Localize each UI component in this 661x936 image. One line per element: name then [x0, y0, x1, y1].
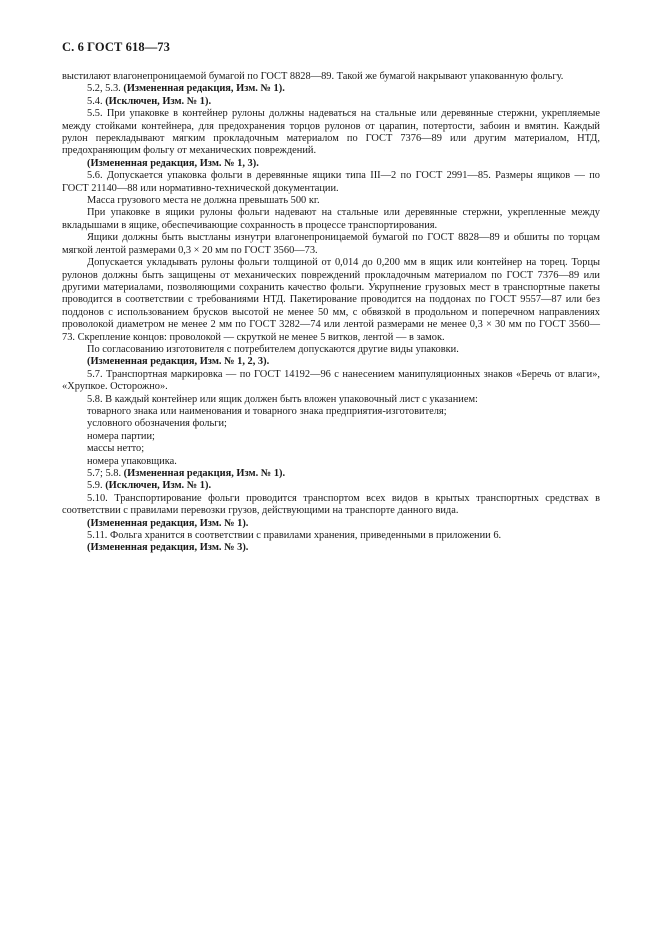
paragraph: 5.6. Допускается упаковка фольги в деревянные ящики типа III—2 по ГОСТ 2991—85. Размеры ящиков — по ГОСТ 21140—88 или нормативно-технической документации.: [62, 170, 600, 194]
list-item: номера партии;: [87, 430, 155, 442]
paragraph: 5.11. Фольга хранится в соответствии с правилами хранения, приведенными в приложении 6.: [87, 530, 502, 542]
list-item: массы нетто;: [87, 443, 145, 455]
paragraph: (Измененная редакция, Изм. № 1).: [87, 517, 249, 529]
paragraph: Ящики должны быть выстланы изнутри влагонепроницаемой бумагой по ГОСТ 8828—89 и обшиты по торцам мягкой лентой размерами 0,3 × 20 мм по ГОСТ 3560—73.: [62, 232, 600, 256]
paragraph: 5.2, 5.3. (Измененная редакция, Изм. № 1).: [87, 83, 285, 95]
paragraph: По согласованию изготовителя с потребителем допускаются другие виды упаковки.: [87, 343, 459, 355]
paragraph: При упаковке в ящики рулоны фольги надевают на стальные или деревянные стержни, укрепленные между вкладышами в ящике, обеспечивающие сохранность в процессе транспортирования.: [62, 207, 600, 231]
paragraph: (Измененная редакция, Изм. № 3).: [87, 542, 249, 554]
list-item: номера упаковщика.: [87, 455, 177, 467]
paragraph: 5.5. При упаковке в контейнер рулоны должны надеваться на стальные или деревянные стержни, укрепляемые между стойками контейнера, для предохранения торцов рулонов от царапин, потертости, забоин и вмятин. Каждый рулон перекладывают мягким прокладочным материалом по ГОСТ 7376—89 или другим материалом, НТД, предохраняющим фольгу от механических повреждений.: [62, 108, 600, 157]
paragraph: 5.4. (Исключен, Изм. № 1).: [87, 95, 212, 107]
page-header: С. 6 ГОСТ 618—73: [62, 40, 171, 54]
body-text: [62, 71, 600, 555]
paragraph: 5.7. Транспортная маркировка — по ГОСТ 14192—96 с нанесением манипуляционных знаков «Беречь от влаги», «Хрупкое. Осторожно».: [62, 368, 600, 393]
paragraph: 5.9. (Исключен, Изм. № 1).: [87, 480, 212, 492]
paragraph: 5.8. В каждый контейнер или ящик должен быть вложен упаковочный лист с указанием:: [87, 393, 478, 405]
paragraph: 5.7; 5.8. (Измененная редакция, Изм. № 1).: [87, 468, 286, 479]
list-item: условного обозначения фольги;: [87, 418, 227, 430]
paragraph: выстилают влагонепроницаемой бумагой по ГОСТ 8828—89. Такой же бумагой накрывают упакованную фольгу.: [62, 71, 564, 82]
list-item: товарного знака или наименования и товарного знака предприятия-изготовителя;: [87, 405, 447, 417]
paragraph: Допускается укладывать рулоны фольги толщиной от 0,014 до 0,200 мм в ящик или контейнер на торец. Торцы рулонов должны быть защищены от механических повреждений прокладочным материалом по ГОСТ 7376—89 или другими материалами, позволяющими сохранить качество фольги. Укрупнение грузовых мест в транспортные пакеты проводится в соответствии с требованиями НТД. Пакетирование проводится на поддонах по ГОСТ 9557—87 или без поддонов с использованием брусков высотой не менее 50 мм, с обвязкой в продольном и поперечном направлениях проволокой диаметром не менее 2 мм по ГОСТ 3282—74 или лентой размерами не менее 0,3 × 30 мм по ГОСТ 3560—73. Скрепление концов: проволокой — скруткой не менее 5 витков, лентой — в замок.: [62, 257, 600, 343]
paragraph: (Измененная редакция, Изм. № 1, 2, 3).: [87, 356, 270, 368]
paragraph: 5.10. Транспортирование фольги проводится транспортом всех видов в крытых транспортных средствах в соответствии с правилами перевозки грузов, действующими на транспорте данного вида.: [62, 492, 600, 517]
document-page: [62, 40, 600, 555]
paragraph: (Измененная редакция, Изм. № 1, 3).: [87, 157, 259, 169]
packing-list-items: [62, 406, 600, 468]
paragraph: Масса грузового места не должна превышать 500 кг.: [87, 195, 320, 207]
